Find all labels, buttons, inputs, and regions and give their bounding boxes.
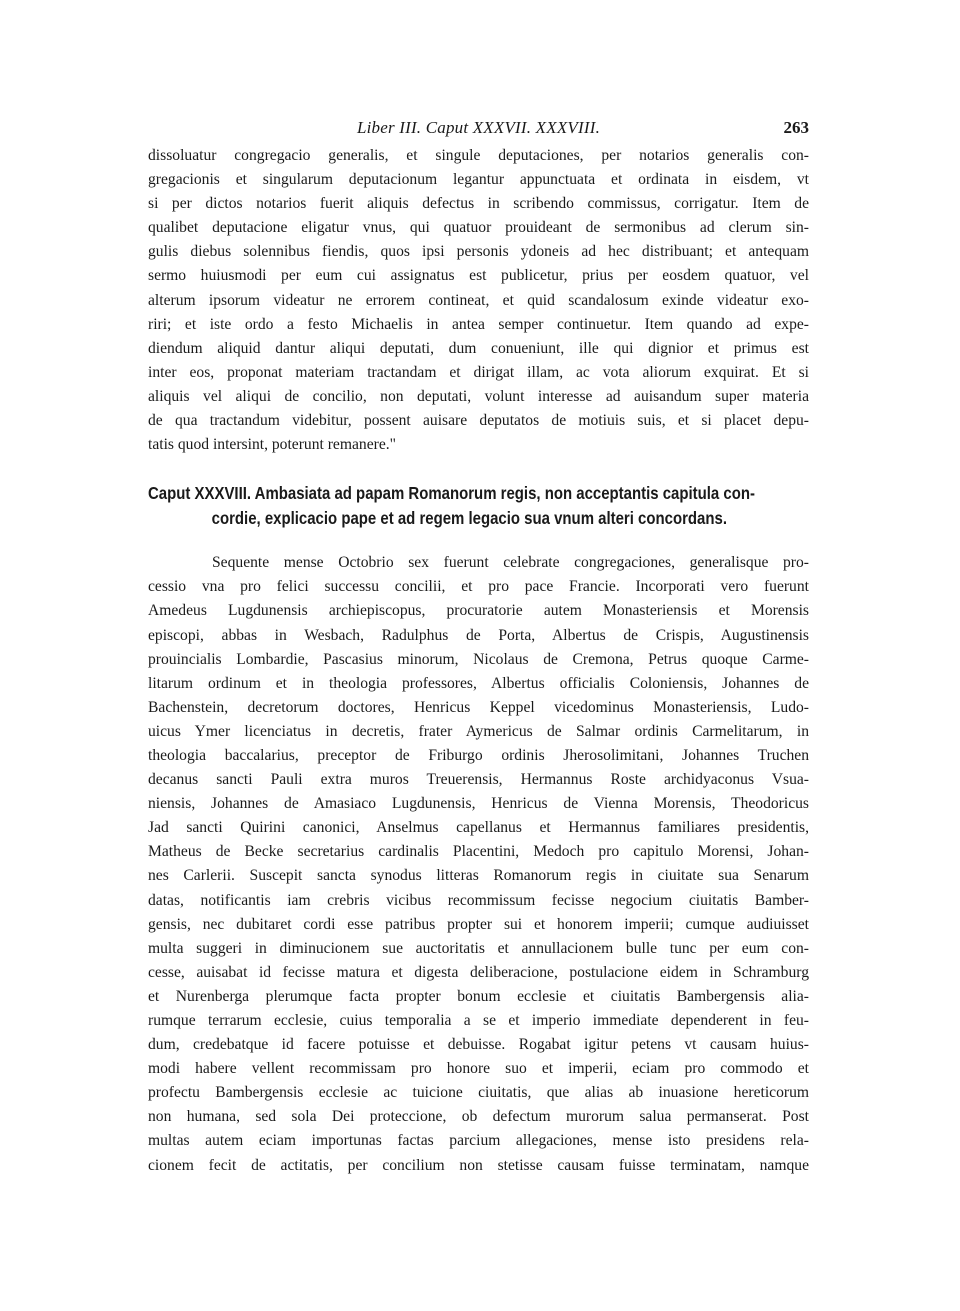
chapter-heading-line: Caput XXXVIII. Ambasiata ad papam Romanorum regis, non acceptantis capitula con- — [148, 483, 755, 504]
chapter-paragraph — [148, 551, 809, 1177]
text-line: de qua tractandum videbitur, possent auisare deputatos de motiuis suis, et si placet depu- — [148, 412, 809, 430]
text-line: prouincialis Lombardie, Pascasius minorum, Nicolaus de Cremona, Petrus quoque Carme- — [148, 650, 809, 668]
chapter-heading-line: cordie, explicacio pape et ad regem legacio sua vnum alteri concordans. — [211, 508, 727, 529]
text-line: multas autem eciam importunas factas parcium allegaciones, mense isto presidens rela- — [148, 1132, 809, 1150]
text-line: si per dictos notarios fuerit aliquis defectus in scribendo commissus, corrigatur. Item de — [148, 195, 809, 213]
text-line: Jad sancti Quirini canonici, Anselmus capellanus et Hermannus familiares presidentis, — [148, 819, 809, 837]
running-head — [148, 110, 809, 144]
text-line: sermo huiusmodi per eum cui assignatus est publicetur, prius per eosdem quatuor, vel — [148, 267, 809, 285]
text-line: non humana, sed sola Dei proteccione, ob defectum murorum salua permanserat. Post — [148, 1108, 809, 1126]
text-line: profectu Bambergensis ecclesie ac tuicione ciuitatis, que alias ab inuasione hereticorum — [148, 1084, 809, 1102]
text-line: litarum ordinum et in theologia professores, Albertus officialis Coloniensis, Johannes de — [148, 674, 809, 692]
running-title: Liber III. Caput XXXVII. XXXVIII. — [356, 118, 601, 137]
text-line: qualibet deputacione eligatur vnus, qui quatuor prouideant de sermonibus ad clerum sin- — [148, 219, 809, 237]
text-line: Amedeus Lugdunensis archiepiscopus, procuratorie autem Monasteriensis et Morensis — [148, 602, 809, 620]
text-line: Bachenstein, decretorum doctores, Henricus Keppel vicedominus Monasteriensis, Ludo- — [148, 698, 809, 716]
page-number: 263 — [783, 118, 809, 137]
text-line: gensis, nec dubitaret cordi esse patribus propter sui et honorem imperii; cumque audiuisset — [148, 915, 809, 933]
text-line: Matheus de Becke secretarius cardinalis Placentini, Medoch pro capitulo Morensi, Johan- — [148, 843, 809, 861]
text-line: nes Carlerii. Suscepit sancta synodus litteras Romanorum regis in ciuitate sua Senarum — [148, 867, 809, 885]
text-line: dum, credebatque id facere potuisse et debuisse. Rogabat igitur petens vt causam huius- — [148, 1036, 809, 1054]
text-line: gregacionis et singularum deputacionum legantur appunctuata et ordinata in eisdem, vt — [148, 171, 809, 189]
text-line: diendum aliquid dantur aliqui deputati, dum conueniunt, ille qui dignior et primus est — [148, 339, 809, 357]
chapter-heading — [148, 481, 808, 531]
text-line: gulis diebus solennibus fiendis, quos ipsi personis ydoneis ad hec distribuant; et antequam — [148, 243, 809, 261]
paragraph-continued — [148, 144, 809, 457]
text-line: aliquis vel aliqui de concilio, non deputati, volunt interesse ad auisandum super materia — [148, 387, 809, 405]
text-line: theologia baccalarius, preceptor de Friburgo ordinis Jherosolimitani, Johannes Truchen — [148, 746, 809, 764]
text-line: cionem fecit de actitatis, per concilium non stetisse causam fuisse terminatam, namque — [148, 1156, 809, 1174]
text-line: datas, notificantis iam crebris vicibus recommissum fecisse negocium ciuitatis Bamber- — [148, 891, 809, 909]
text-line: decanus sancti Pauli extra muros Treuerensis, Hermannus Roste archidyaconus Vsua- — [148, 771, 809, 789]
text-line: tatis quod intersint, poterunt remanere." — [148, 436, 397, 454]
text-line: alterum ipsorum videatur ne errorem contineat, et quid scandalosum exinde videatur exo- — [148, 291, 809, 309]
text-line: Sequente mense Octobrio sex fuerunt celebrate congregaciones, generalisque pro- — [212, 554, 809, 572]
text-line: multa suggeri in diminucionem sue auctoritatis et annullacionem bulle tunc per eum con- — [148, 939, 809, 957]
text-line: uicus Ymer licenciatus in decretis, frater Aymericus de Salmar ordinis Carmelitarum, in — [148, 722, 809, 740]
body-text — [148, 144, 809, 1178]
text-line: et Nurenberga plerumque facta propter bonum ecclesie et ciuitatis Bambergensis alia- — [148, 987, 809, 1005]
text-line: modi habere vellent recommissam pro honore suo et imperii, eciam pro commodo et — [148, 1060, 809, 1078]
text-line: cessio vna pro felici successu concilii, et pro pace Francie. Incorporati vero fuerunt — [148, 578, 809, 596]
book-page — [148, 110, 809, 1178]
text-line: dissoluatur congregacio generalis, et singule deputaciones, per notarios generalis con- — [148, 147, 809, 164]
text-line: episcopi, abbas in Wesbach, Radulphus de Porta, Albertus de Crispis, Augustinensis — [148, 626, 809, 644]
text-line: niensis, Johannes de Amasiaco Lugdunensis, Henricus de Vienna Morensis, Theodoricus — [148, 795, 809, 813]
text-line: riri; et iste ordo a festo Michaelis in antea semper continuetur. Item quando ad expe- — [148, 315, 809, 333]
text-line: rumque terrarum ecclesie, cuius temporalia a se et imperio immediate dependerent in feu- — [148, 1012, 809, 1029]
text-line: cesse, auisabat id fecisse matura et digesta deliberacione, postulacione eidem in Schramburg — [148, 963, 809, 981]
text-line: inter eos, proponat materiam tractandam et dirigat illam, ac vota aliorum exquirat. Et si — [148, 363, 809, 381]
